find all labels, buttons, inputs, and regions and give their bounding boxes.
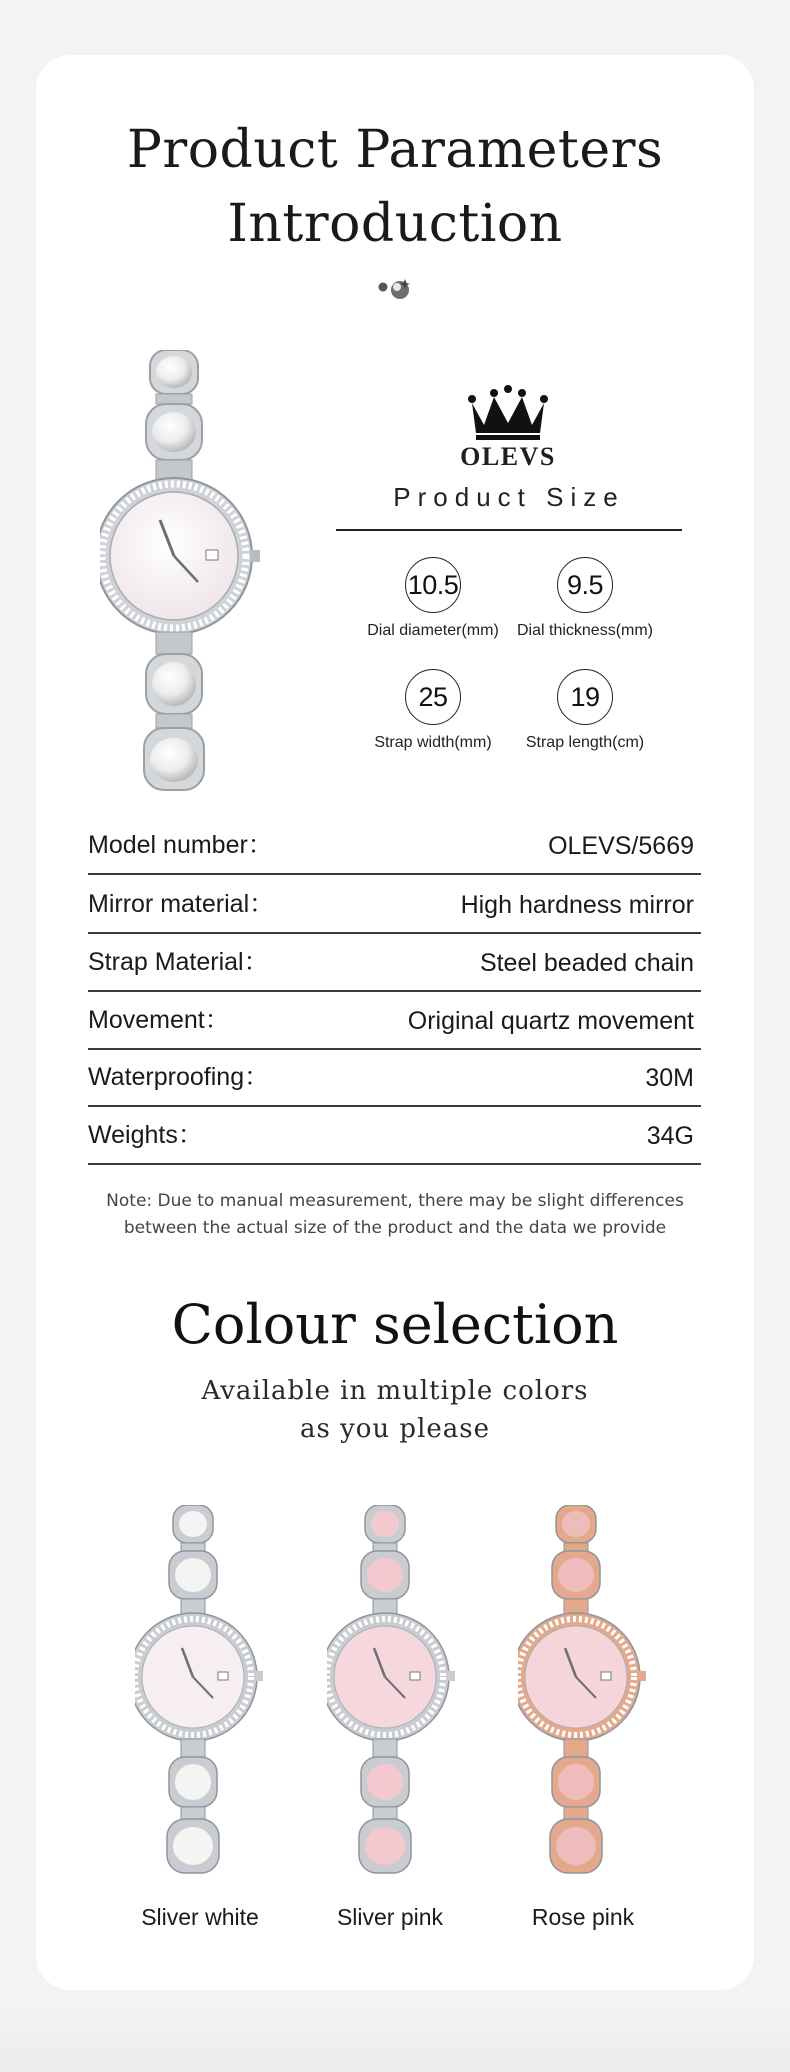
spec-value: Original quartz movement (407, 1007, 694, 1035)
brand-name: OLEVS (460, 442, 556, 471)
variant-watch-sliver-white[interactable] (135, 1505, 265, 1885)
spec-value: Steel beaded chain (479, 949, 694, 977)
variant-watch-rose-pink[interactable] (518, 1505, 648, 1885)
note-line1: Note: Due to manual measurement, there may be slight differences (106, 1191, 684, 1211)
dial-thickness-value: 9.5 (557, 557, 613, 613)
spec-value: High hardness mirror (460, 891, 694, 919)
spec-row-movement (88, 990, 701, 1050)
note-line2: between the actual size of the product and the data we provide (123, 1218, 667, 1238)
variant-label-sliver-pink[interactable]: Sliver pink (336, 1904, 444, 1930)
spec-row-strap (88, 932, 701, 992)
colour-selection-subtitle (0, 1372, 790, 1448)
spec-row-weight (88, 1105, 701, 1165)
colour-selection-title: Colour selection (171, 1293, 619, 1356)
page-title-line2: Introduction (227, 194, 563, 254)
divider (336, 529, 682, 531)
strap-width-value: 25 (405, 669, 461, 725)
variant-watch-sliver-pink[interactable] (327, 1505, 457, 1885)
subtitle-line1: Available in multiple colors (201, 1376, 589, 1406)
crown-logo-icon (460, 385, 556, 443)
variant-label-rose-pink[interactable]: Rose pink (531, 1904, 635, 1930)
spec-row-model (88, 815, 701, 875)
page-bottom-area (0, 2010, 790, 2072)
page-title-line1: Product Parameters (126, 120, 664, 180)
sparkle-icon (372, 275, 418, 305)
spec-key: Waterproofing： (88, 1063, 270, 1091)
spec-value: OLEVS/5669 (548, 832, 694, 860)
variant-label-sliver-white[interactable]: Sliver white (141, 1904, 259, 1930)
spec-key: Movement： (88, 1006, 230, 1034)
spec-key: Weights： (88, 1121, 203, 1149)
dial-diameter-label: Dial diameter(mm) (367, 622, 499, 639)
strap-length-value: 19 (557, 669, 613, 725)
measurement-note (0, 1188, 790, 1242)
strap-length-label: Strap length(cm) (525, 734, 645, 751)
product-watch-image (100, 350, 280, 796)
dial-diameter-value: 10.5 (405, 557, 461, 613)
spec-key: Model number： (88, 831, 273, 859)
spec-value: 30M (645, 1064, 694, 1092)
spec-row-mirror (88, 874, 701, 934)
spec-row-waterproof (88, 1047, 701, 1107)
subtitle-line2: as you please (299, 1414, 491, 1444)
spec-key: Mirror material： (88, 890, 275, 918)
dial-thickness-label: Dial thickness(mm) (516, 622, 653, 639)
spec-value: 34G (646, 1122, 694, 1150)
strap-width-label: Strap width(mm) (374, 734, 492, 751)
product-size-heading: Product Size (393, 482, 625, 512)
spec-key: Strap Material： (88, 948, 269, 976)
